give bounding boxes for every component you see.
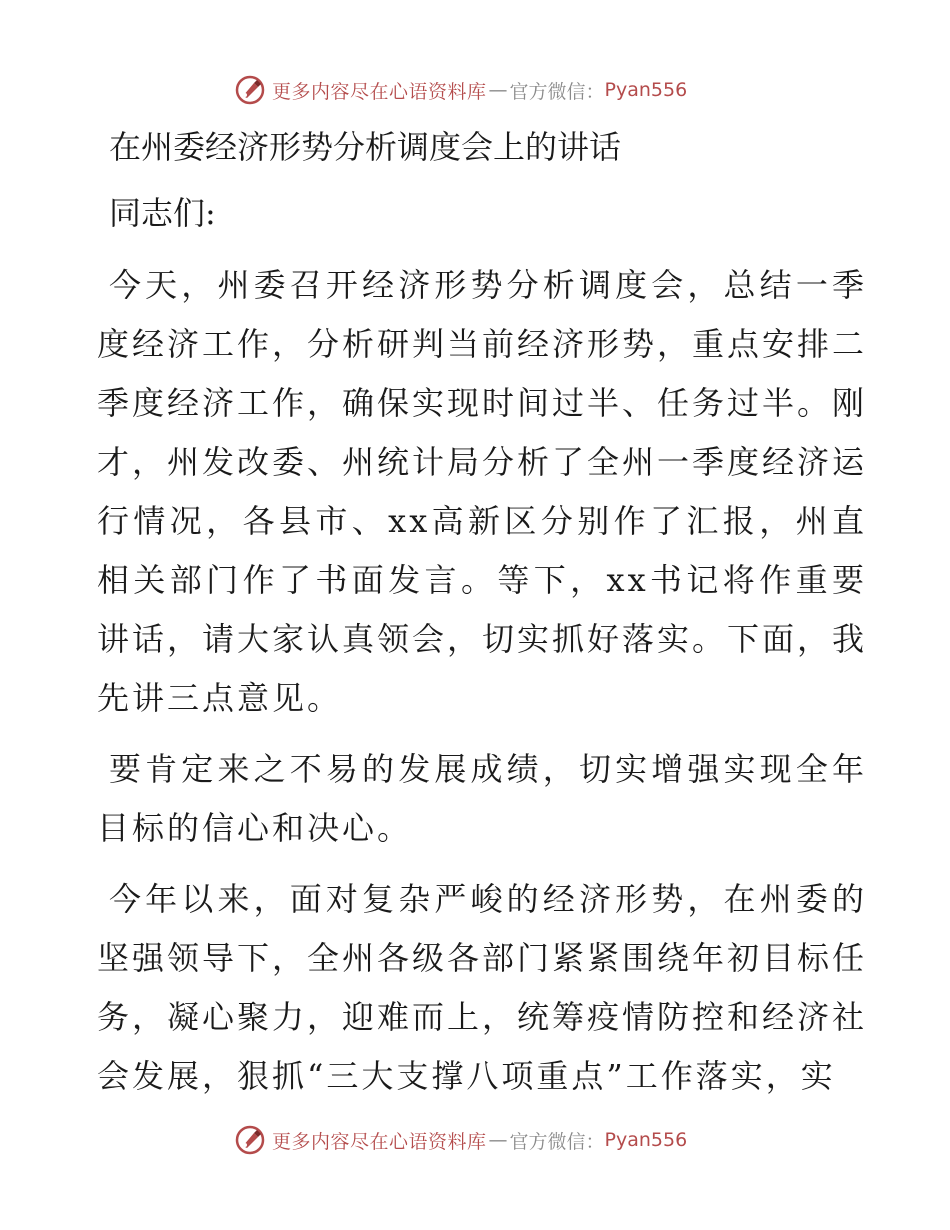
banner-separator: — [488, 79, 508, 101]
paragraph-2: 要肯定来之不易的发展成绩，切实增强实现全年目标的信心和决心。 [97, 750, 867, 847]
banner-slogan: 更多内容尽在心语资料库 [272, 1130, 487, 1153]
banner-wechat-label: 官方微信： [509, 80, 605, 103]
banner-wechat-label: 官方微信： [509, 1130, 605, 1153]
banner-slogan: 更多内容尽在心语资料库 [272, 80, 487, 103]
header-watermark-banner [234, 72, 687, 108]
salutation: 同志们: [109, 194, 216, 232]
banner-wechat-id: Pyan556 [604, 79, 688, 101]
banner-wechat-id: Pyan556 [604, 1129, 688, 1151]
footer-watermark-banner [234, 1122, 687, 1158]
banner-separator: — [488, 1129, 508, 1151]
brand-logo-icon [234, 74, 266, 106]
paragraph-1: 今天，州委召开经济形势分析调度会，总结一季度经济工作，分析研判当前经济形势，重点安排二季度经济工作，确保实现时间过半、任务过半。刚才，州发改委、州统计局分析了全州一季度经济运行情况，各县市、xx高新区分别作了汇报，州直相关部门作了书面发言。等下，xx书记将作重要讲话，请大家认真领会，切实抓好落实。下面，我先讲三点意见。 [97, 266, 868, 717]
document-body [97, 118, 867, 1118]
document-title: 在州委经济形势分析调度会上的讲话 [109, 128, 622, 166]
paragraph-3: 今年以来，面对复杂严峻的经济形势，在州委的坚强领导下，全州各级各部门紧紧围绕年初目标任务，凝心聚力，迎难而上，统筹疫情防控和经济社会发展，狠抓“三大支撑八项重点”工作落实，实 [97, 880, 868, 1095]
brand-logo-icon [234, 1124, 266, 1156]
